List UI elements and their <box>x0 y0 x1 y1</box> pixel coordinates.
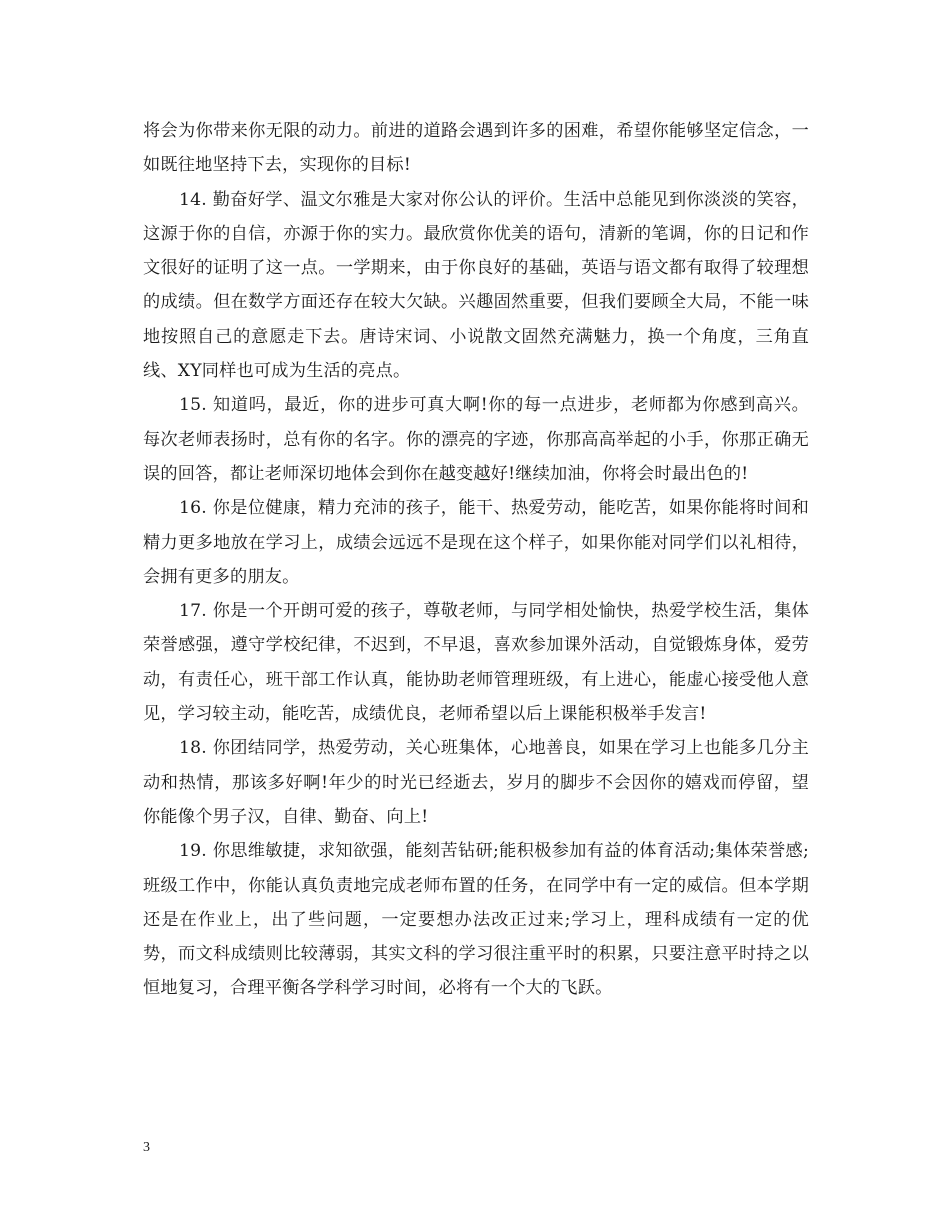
paragraph-continuation: 将会为你带来你无限的动力。前进的道路会遇到许多的困难，希望你能够坚定信念，一如既往地坚持下去，实现你的目标! <box>143 121 809 176</box>
paragraph-15: 15. 知道吗，最近，你的进步可真大啊!你的每一点进步，老师都为你感到高兴。每次老师表扬时，总有你的名字。你的漂亮的字迹，你那高高举起的小手，你那正确无误的回答，都让老师深切地体会到你在越变越好!继续加油，你将会时最出色的! <box>143 395 809 484</box>
page-body <box>143 114 809 1006</box>
paragraph-14: 14. 勤奋好学、温文尔雅是大家对你公认的评价。生活中总能见到你淡淡的笑容，这源于你的自信，亦源于你的实力。最欣赏你优美的语句，清新的笔调，你的日记和作文很好的证明了这一点。一学期来，由于你良好的基础，英语与语文都有取得了较理想的成绩。但在数学方面还存在较大欠缺。兴趣固然重要，但我们要顾全大局，不能一味地按照自己的意愿走下去。唐诗宋词、小说散文固然充满魅力，换一个角度，三角直线、XY同样也可成为生活的亮点。 <box>143 189 809 382</box>
paragraph-17: 17. 你是一个开朗可爱的孩子，尊敬老师，与同学相处愉快，热爱学校生活，集体荣誉感强，遵守学校纪律，不迟到，不早退，喜欢参加课外活动，自觉锻炼身体，爱劳动，有责任心，班干部工作认真，能协助老师管理班级，有上进心，能虚心接受他人意见，学习较主动，能吃苦，成绩优良，老师希望以后上课能积极举手发言! <box>143 601 809 725</box>
page-number: 3 <box>143 1140 150 1155</box>
paragraph-16: 16. 你是位健康，精力充沛的孩子，能干、热爱劳动，能吃苦，如果你能将时间和精力更多地放在学习上，成绩会远远不是现在这个样子，如果你能对同学们以礼相待，会拥有更多的朋友。 <box>143 498 809 587</box>
paragraph-18: 18. 你团结同学，热爱劳动，关心班集体，心地善良，如果在学习上也能多几分主动和热情，那该多好啊!年少的时光已经逝去，岁月的脚步不会因你的嬉戏而停留，望你能像个男子汉，自律、勤奋、向上! <box>143 738 809 827</box>
paragraph-19: 19. 你思维敏捷，求知欲强，能刻苦钻研;能积极参加有益的体育活动;集体荣誉感;班级工作中，你能认真负责地完成老师布置的任务，在同学中有一定的威信。但本学期还是在作业上，出了些问题，一定要想办法改正过来;学习上，理科成绩有一定的优势，而文科成绩则比较薄弱，其实文科的学习很注重平时的积累，只要注意平时持之以恒地复习，合理平衡各学科学习时间，必将有一个大的飞跃。 <box>143 841 809 999</box>
